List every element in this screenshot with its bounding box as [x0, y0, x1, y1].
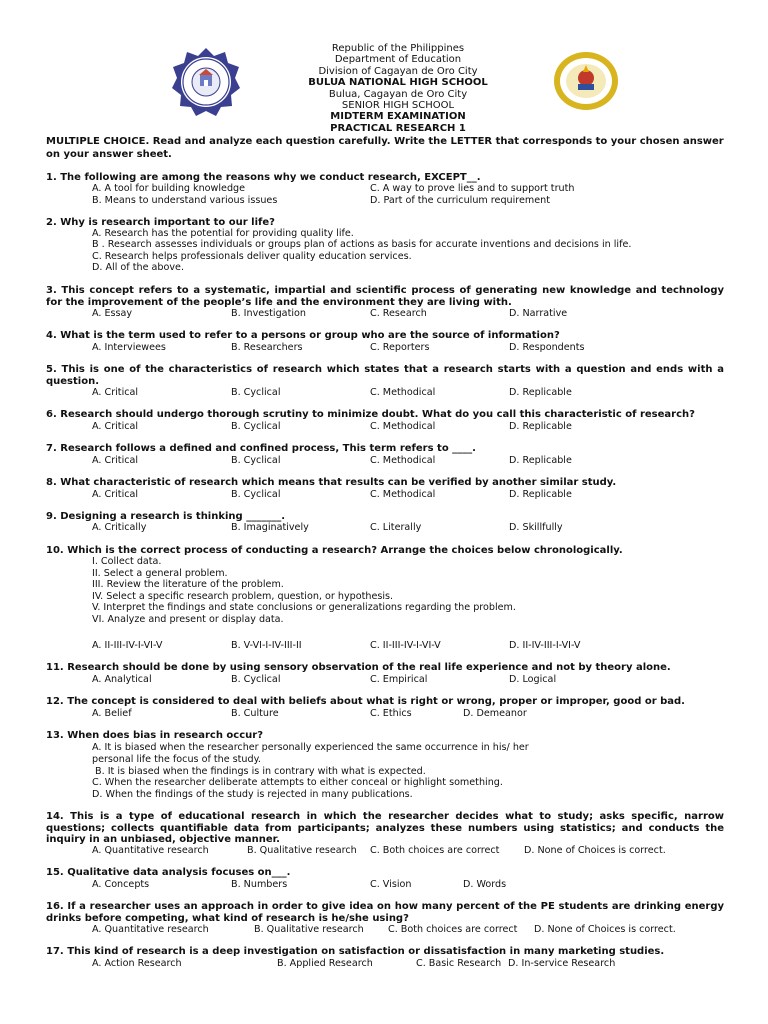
- q7-option-a: A. Critical: [92, 455, 139, 466]
- q11-option-b: B. Cyclical: [231, 674, 281, 685]
- q13-option-c: C. When the researcher deliberate attempts to either conceal or highlight something.: [92, 777, 503, 788]
- question-10: 10. Which is the correct process of conducting a research? Arrange the choices below chronologically.: [46, 545, 623, 556]
- q4-option-b: B. Researchers: [231, 342, 303, 353]
- q10-step-6: VI. Analyze and present or display data.: [92, 613, 284, 625]
- school-address: Bulua, Cagayan de Oro City: [328, 88, 468, 100]
- q3-option-b: B. Investigation: [231, 308, 306, 319]
- q15-option-d: D. Words: [463, 879, 507, 890]
- q9-option-a: A. Critically: [92, 522, 147, 533]
- exam-subject: PRACTICAL RESEARCH 1: [330, 122, 466, 134]
- question-4: 4. What is the term used to refer to a persons or group who are the source of information?: [46, 330, 560, 341]
- q14-option-d: D. None of Choices is correct.: [524, 845, 666, 856]
- q14-option-c: C. Both choices are correct: [370, 845, 500, 856]
- q10-option-b: B. V-VI-I-IV-III-II: [231, 640, 302, 651]
- question-1: 1. The following are among the reasons why we conduct research, EXCEPT__.: [46, 172, 481, 183]
- q13-option-a-cont: personal life the focus of the study.: [92, 754, 261, 765]
- q8-option-b: B. Cyclical: [231, 489, 281, 500]
- q9-option-b: B. Imaginatively: [231, 522, 309, 533]
- q16-option-d: D. None of Choices is correct.: [534, 924, 676, 935]
- q10-option-c: C. II-III-IV-I-VI-V: [370, 640, 441, 651]
- q17-option-b: B. Applied Research: [277, 958, 373, 969]
- school-level: SENIOR HIGH SCHOOL: [341, 100, 455, 112]
- q5-option-d: D. Replicable: [509, 387, 572, 398]
- question-17: 17. This kind of research is a deep investigation on satisfaction or dissatisfaction in many marketing studies.: [46, 946, 665, 957]
- q10-step-2: II. Select a general problem.: [92, 567, 228, 579]
- question-9: 9. Designing a research is thinking _______.: [46, 511, 285, 522]
- q6-option-d: D. Replicable: [509, 421, 572, 432]
- q15-option-b: B. Numbers: [231, 879, 288, 890]
- q13-option-b: B. It is biased when the findings is in contrary with what is expected.: [92, 766, 426, 777]
- q12-option-c: C. Ethics: [370, 708, 412, 719]
- q10-steps-list: [92, 556, 516, 626]
- q2-option-b: B . Research assesses individuals or groups plan of actions as basis for accurate inventions and decisions in life.: [92, 239, 632, 250]
- question-12: 12. The concept is considered to deal with beliefs about what is right or wrong, proper or improper, good or bad.: [46, 696, 685, 707]
- q9-option-d: D. Skillfully: [509, 522, 563, 533]
- q6-option-c: C. Methodical: [370, 421, 436, 432]
- q3-option-d: D. Narrative: [509, 308, 568, 319]
- question-15: 15. Qualitative data analysis focuses on___.: [46, 867, 291, 878]
- q1-option-d: D. Part of the curriculum requirement: [370, 195, 550, 206]
- q10-step-5: V. Interpret the findings and state conclusions or generalizations regarding the problem.: [92, 602, 516, 614]
- q10-option-d: D. II-IV-III-I-VI-V: [509, 640, 581, 651]
- q15-option-a: A. Concepts: [92, 879, 150, 890]
- q11-option-a: A. Analytical: [92, 674, 152, 685]
- q14-option-b: B. Qualitative research: [247, 845, 357, 856]
- q17-option-d: D. In-service Research: [508, 958, 616, 969]
- q4-option-a: A. Interviewees: [92, 342, 166, 353]
- q2-option-c: C. Research helps professionals deliver quality education services.: [92, 251, 412, 262]
- q13-option-a: A. It is biased when the researcher personally experienced the same occurrence in his/ her: [92, 742, 529, 753]
- q11-option-d: D. Logical: [509, 674, 557, 685]
- question-8: 8. What characteristic of research which means that results can be verified by another similar study.: [46, 477, 617, 488]
- q1-option-a: A. A tool for building knowledge: [92, 183, 246, 194]
- q7-option-c: C. Methodical: [370, 455, 436, 466]
- q10-option-a: A. II-III-IV-I-VI-V: [92, 640, 163, 651]
- q13-option-d: D. When the findings of the study is rejected in many publications.: [92, 789, 413, 800]
- question-3: 3. This concept refers to a systematic, impartial and scientific process of generating new knowledge and technology for the improvement of the people’s life and the environment they are living with.: [46, 285, 724, 308]
- question-13: 13. When does bias in research occur?: [46, 730, 264, 741]
- q16-option-c: C. Both choices are correct: [388, 924, 518, 935]
- q17-option-c: C. Basic Research: [416, 958, 502, 969]
- q8-option-a: A. Critical: [92, 489, 139, 500]
- q9-option-c: C. Literally: [370, 522, 422, 533]
- q8-option-c: C. Methodical: [370, 489, 436, 500]
- header-line-division: Division of Cagayan de Oro City: [318, 65, 478, 77]
- question-16: 16. If a researcher uses an approach in order to give idea on how many percent of the PE students are drinking energy drinks before competing, what kind of research is he/she using?: [46, 901, 724, 924]
- q6-option-a: A. Critical: [92, 421, 139, 432]
- q1-option-c: C. A way to prove lies and to support truth: [370, 183, 575, 194]
- q15-option-c: C. Vision: [370, 879, 412, 890]
- exam-title: MIDTERM EXAMINATION: [330, 111, 466, 123]
- q10-step-1: I. Collect data.: [92, 556, 162, 567]
- q5-option-b: B. Cyclical: [231, 387, 281, 398]
- question-7: 7. Research follows a defined and confined process, This term refers to ____.: [46, 443, 476, 454]
- q8-option-d: D. Replicable: [509, 489, 572, 500]
- header-line-department: Department of Education: [334, 54, 462, 66]
- question-5: 5. This is one of the characteristics of research which states that a research starts with a question and ends with a question.: [46, 364, 724, 387]
- question-11: 11. Research should be done by using sensory observation of the real life experience and not by theory alone.: [46, 662, 671, 673]
- header-line-republic: Republic of the Philippines: [331, 43, 465, 54]
- q3-option-c: C. Research: [370, 308, 427, 319]
- q16-option-a: A. Quantitative research: [92, 924, 209, 935]
- q12-option-d: D. Demeanor: [463, 708, 527, 719]
- q7-option-d: D. Replicable: [509, 455, 572, 466]
- q5-option-c: C. Methodical: [370, 387, 436, 398]
- question-14: 14. This is a type of educational research in which the researcher decides what to study; asks specific, narrow questions; collects quantifiable data from participants; analyzes these numbers using statistics; and conducts the inquiry in an unbiased, objective manner.: [46, 811, 724, 846]
- q2-option-d: D. All of the above.: [92, 262, 184, 273]
- q5-option-a: A. Critical: [92, 387, 139, 398]
- q4-option-d: D. Respondents: [509, 342, 585, 353]
- q2-option-a: A. Research has the potential for providing quality life.: [92, 228, 354, 239]
- q6-option-b: B. Cyclical: [231, 421, 281, 432]
- q16-option-b: B. Qualitative research: [254, 924, 364, 935]
- q12-option-b: B. Culture: [231, 708, 279, 719]
- question-6: 6. Research should undergo thorough scrutiny to minimize doubt. What do you call this characteristic of research?: [46, 409, 695, 420]
- q11-option-c: C. Empirical: [370, 674, 428, 685]
- q10-step-4: IV. Select a specific research problem, question, or hypothesis.: [92, 590, 394, 602]
- q17-option-a: A. Action Research: [92, 958, 182, 969]
- q7-option-b: B. Cyclical: [231, 455, 281, 466]
- q14-option-a: A. Quantitative research: [92, 845, 209, 856]
- exam-header: [0, 43, 768, 134]
- q4-option-c: C. Reporters: [370, 342, 430, 353]
- school-name: BULUA NATIONAL HIGH SCHOOL: [308, 77, 488, 89]
- q3-option-a: A. Essay: [92, 308, 133, 319]
- q1-option-b: B. Means to understand various issues: [92, 195, 278, 206]
- instructions: MULTIPLE CHOICE. Read and analyze each question carefully. Write the LETTER that corresponds to your chosen answer on your answer sheet.: [46, 136, 724, 160]
- q10-step-3: III. Review the literature of the problem.: [92, 579, 284, 591]
- question-2: 2. Why is research important to our life?: [46, 217, 275, 228]
- q12-option-a: A. Belief: [92, 708, 132, 719]
